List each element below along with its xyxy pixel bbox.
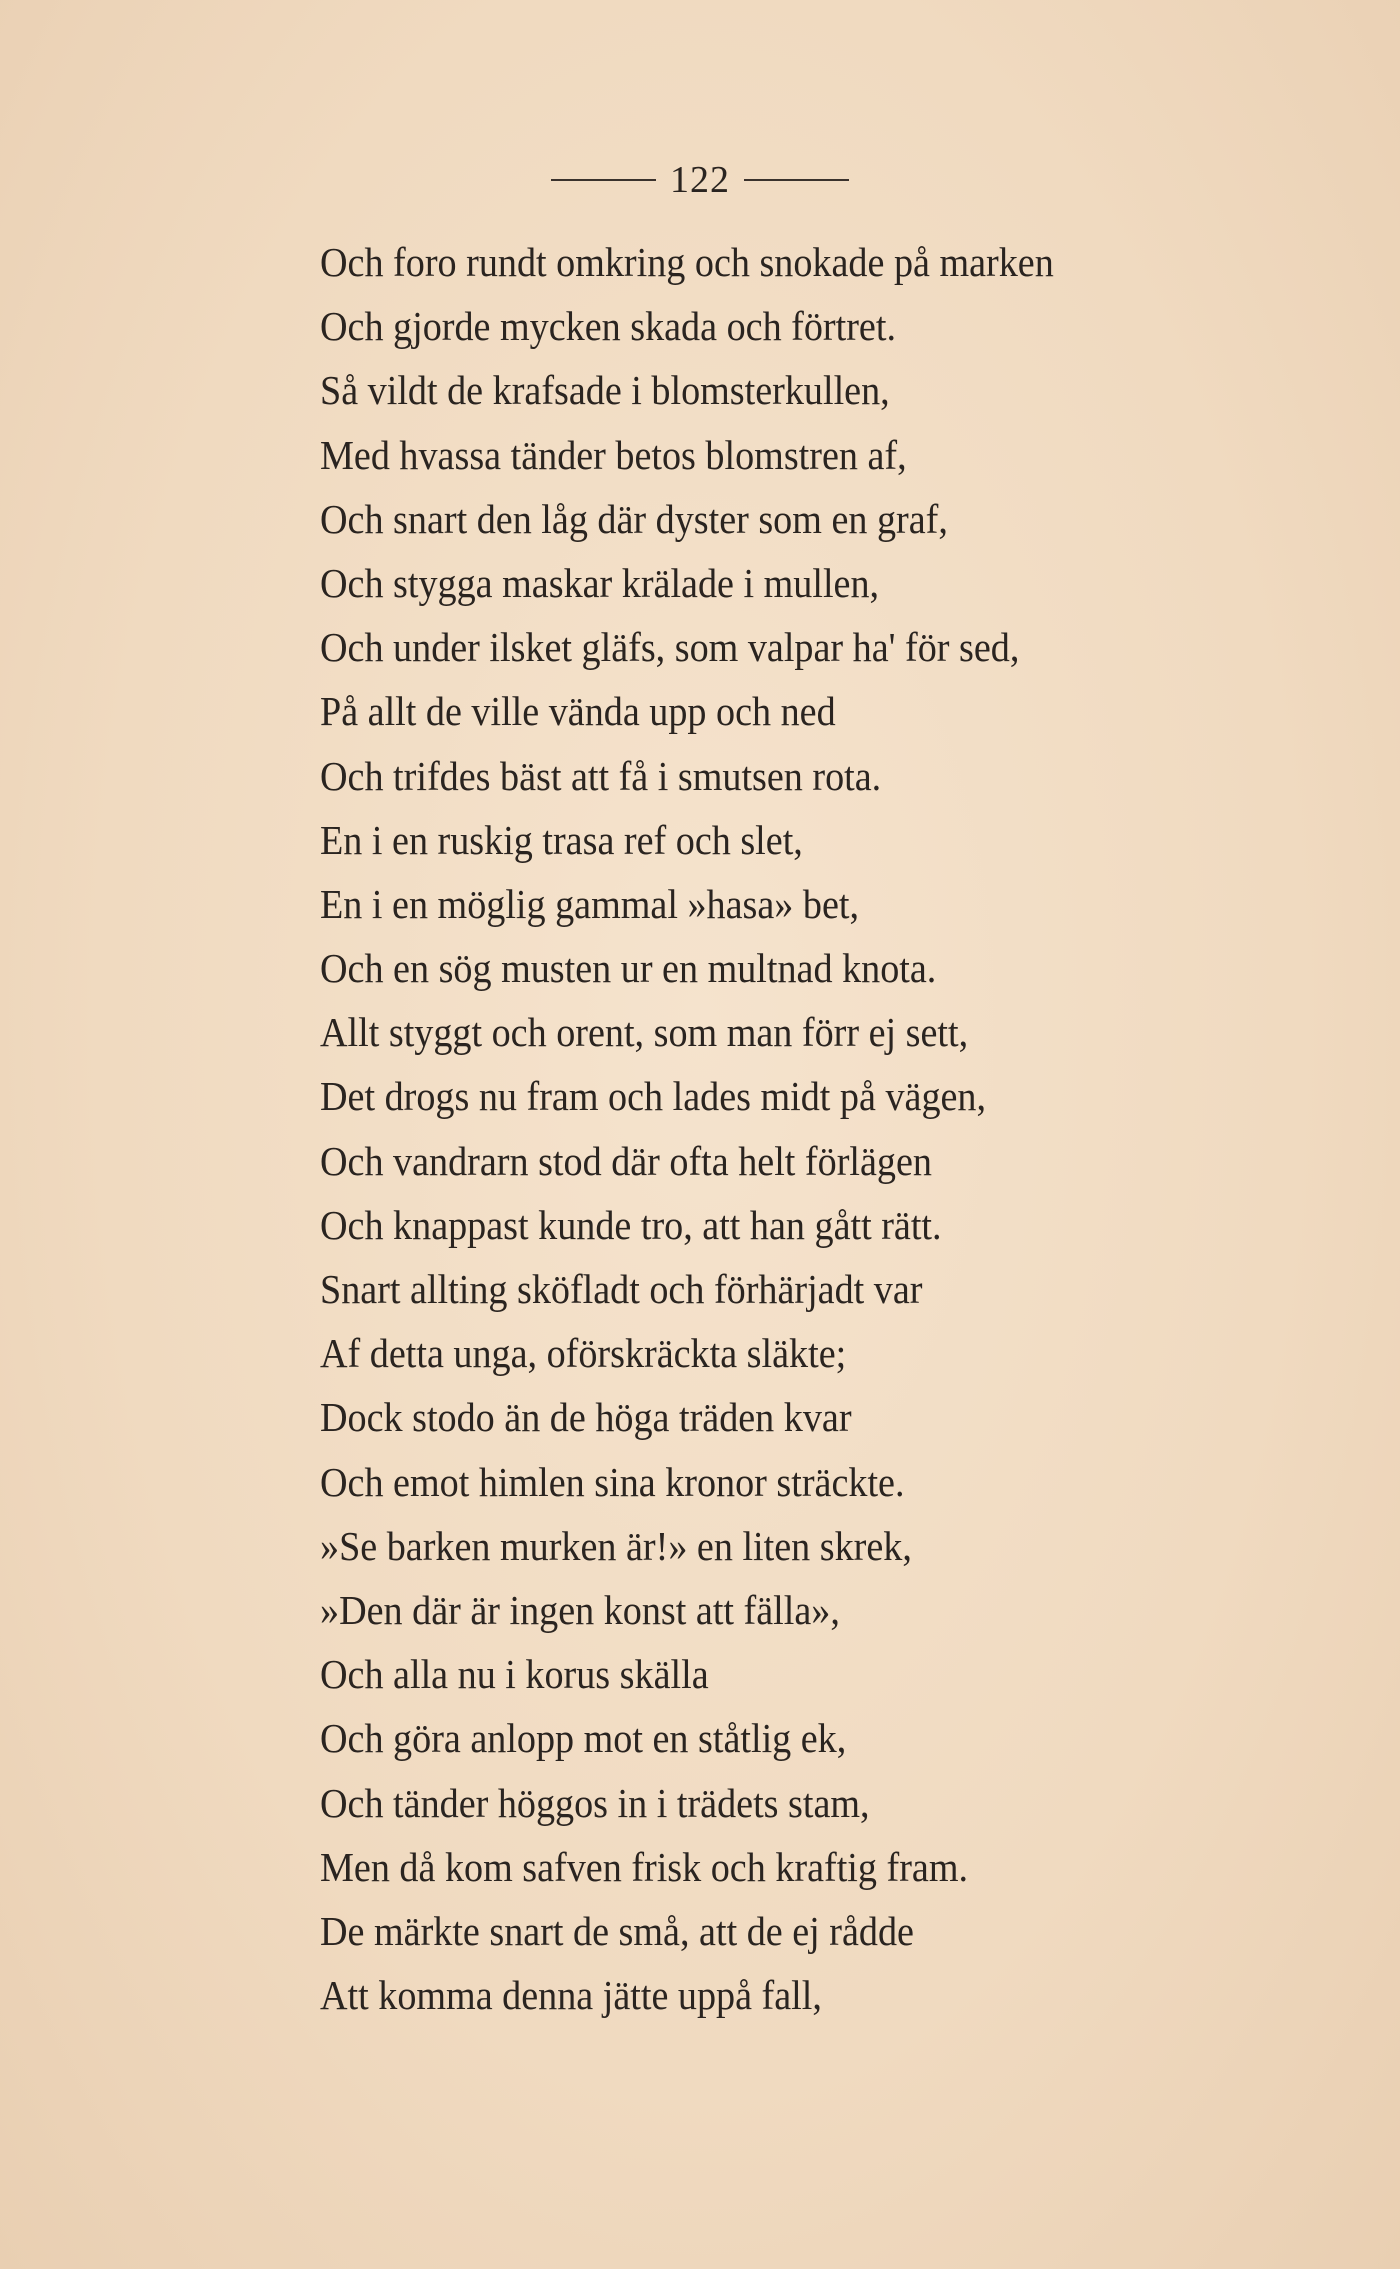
poem-line: Och gjorde mycken skada och förtret. xyxy=(320,303,896,350)
poem-line: Och göra anlopp mot en ståtlig ek, xyxy=(320,1715,847,1762)
poem-line: En i en ruskig trasa ref och slet, xyxy=(320,816,803,863)
poem-line: Allt styggt och orent, som man förr ej sett, xyxy=(320,1009,969,1056)
poem-line: Det drogs nu fram och lades midt på vägen, xyxy=(320,1073,987,1120)
page-header xyxy=(0,150,1400,210)
header-rule-right xyxy=(744,179,849,181)
poem-line: Och emot himlen sina kronor sträckte. xyxy=(320,1458,905,1505)
poem-line: Och alla nu i korus skälla xyxy=(320,1651,709,1698)
poem-line: Att komma denna jätte uppå fall, xyxy=(320,1972,822,2019)
poem-line: Med hvassa tänder betos blomstren af, xyxy=(320,431,907,478)
poem-line: Och under ilsket gläfs, som valpar ha' för sed, xyxy=(320,624,1020,671)
poem-line: Snart allting sköfladt och förhärjadt var xyxy=(320,1266,923,1312)
poem-line: Och tänder höggos in i trädets stam, xyxy=(320,1779,870,1826)
poem-line: Och trifdes bäst att få i smutsen rota. xyxy=(320,752,882,799)
poem-line: De märkte snart de små, att de ej rådde xyxy=(320,1907,914,1954)
poem-line: Men då kom safven frisk och kraftig fram. xyxy=(320,1843,969,1890)
poem-line: Och foro rundt omkring och snokade på marken xyxy=(320,239,1054,285)
poem-line: Och stygga maskar krälade i mullen, xyxy=(320,559,880,606)
poem-line: Af detta unga, oförskräckta släkte; xyxy=(320,1330,847,1377)
poem-line: Och snart den låg där dyster som en graf, xyxy=(320,495,948,542)
poem-line: »Den där är ingen konst att fälla», xyxy=(320,1586,840,1633)
poem-line: Så vildt de krafsade i blomsterkullen, xyxy=(320,367,890,414)
poem-line: På allt de ville vända upp och ned xyxy=(320,688,836,735)
poem-line: Och knappast kunde tro, att han gått rätt. xyxy=(320,1201,942,1248)
poem-line: Dock stodo än de höga träden kvar xyxy=(320,1394,852,1441)
page-number: 122 xyxy=(670,159,730,201)
poem-line: »Se barken murken är!» en liten skrek, xyxy=(320,1522,912,1569)
header-rule-left xyxy=(551,179,656,181)
poem-line: Och en sög musten ur en multnad knota. xyxy=(320,945,937,992)
poem-line: En i en möglig gammal »hasa» bet, xyxy=(320,880,860,927)
poem-line: Och vandrarn stod där ofta helt förlägen xyxy=(320,1137,932,1184)
poem-text xyxy=(320,230,1380,2027)
